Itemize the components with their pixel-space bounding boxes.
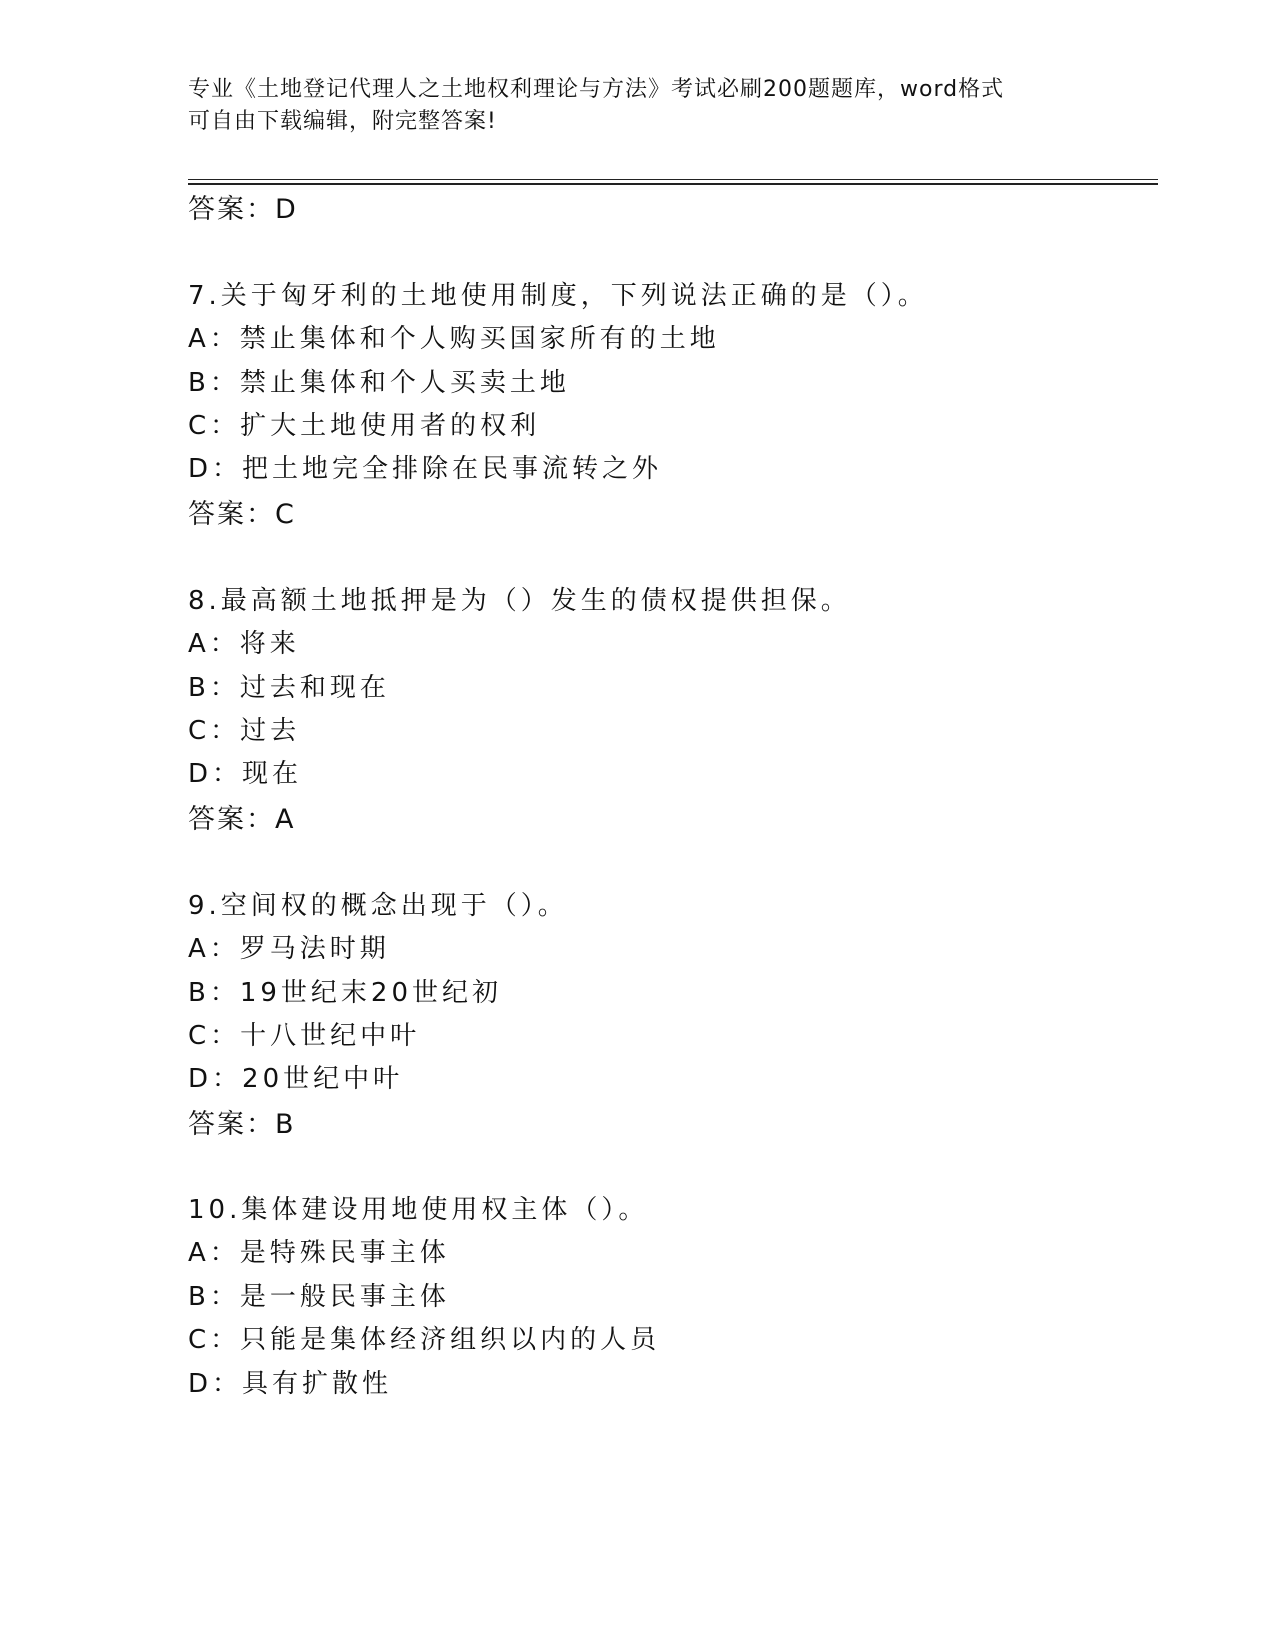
question-7-option-a: A：禁止集体和个人购买国家所有的土地 (188, 324, 720, 354)
question-8-option-b: B：过去和现在 (188, 673, 390, 703)
question-7-option-b: B：禁止集体和个人买卖土地 (188, 368, 570, 398)
header-title-line-2: 可自由下载编辑，附完整答案! (188, 109, 497, 134)
question-9-option-a: A：罗马法时期 (188, 934, 390, 964)
question-10-text: 10.集体建设用地使用权主体（）。 (188, 1195, 649, 1225)
question-8-option-c: C：过去 (188, 716, 301, 746)
question-8-option-d: D：现在 (188, 759, 303, 789)
question-10-option-c: C：只能是集体经济组织以内的人员 (188, 1325, 661, 1355)
question-9-answer: 答案：B (188, 1109, 296, 1140)
header-title-line-1: 专业《土地登记代理人之土地权利理论与方法》考试必刷200题题库，word格式 (188, 77, 1005, 102)
question-9-option-d: D：20世纪中叶 (188, 1064, 404, 1094)
question-10-option-b: B：是一般民事主体 (188, 1282, 450, 1312)
previous-answer: 答案：D (188, 194, 298, 225)
question-9-option-b: B：19世纪末20世纪初 (188, 978, 503, 1008)
question-7-answer: 答案：C (188, 499, 296, 530)
question-8-text: 8.最高额土地抵押是为（）发生的债权提供担保。 (188, 586, 851, 616)
question-7-option-d: D：把土地完全排除在民事流转之外 (188, 454, 663, 484)
question-10-option-a: A：是特殊民事主体 (188, 1238, 450, 1268)
header-divider-top (188, 179, 1158, 180)
question-8-answer: 答案：A (188, 804, 296, 835)
header-divider-bottom (188, 183, 1158, 185)
question-7-text: 7.关于匈牙利的土地使用制度，下列说法正确的是（）。 (188, 281, 928, 311)
question-7-option-c: C：扩大土地使用者的权利 (188, 411, 541, 441)
question-8-option-a: A：将来 (188, 629, 300, 659)
question-9-option-c: C：十八世纪中叶 (188, 1021, 421, 1051)
question-9-text: 9.空间权的概念出现于（）。 (188, 891, 568, 921)
document-header (188, 74, 1088, 138)
question-10-option-d: D：具有扩散性 (188, 1369, 393, 1399)
